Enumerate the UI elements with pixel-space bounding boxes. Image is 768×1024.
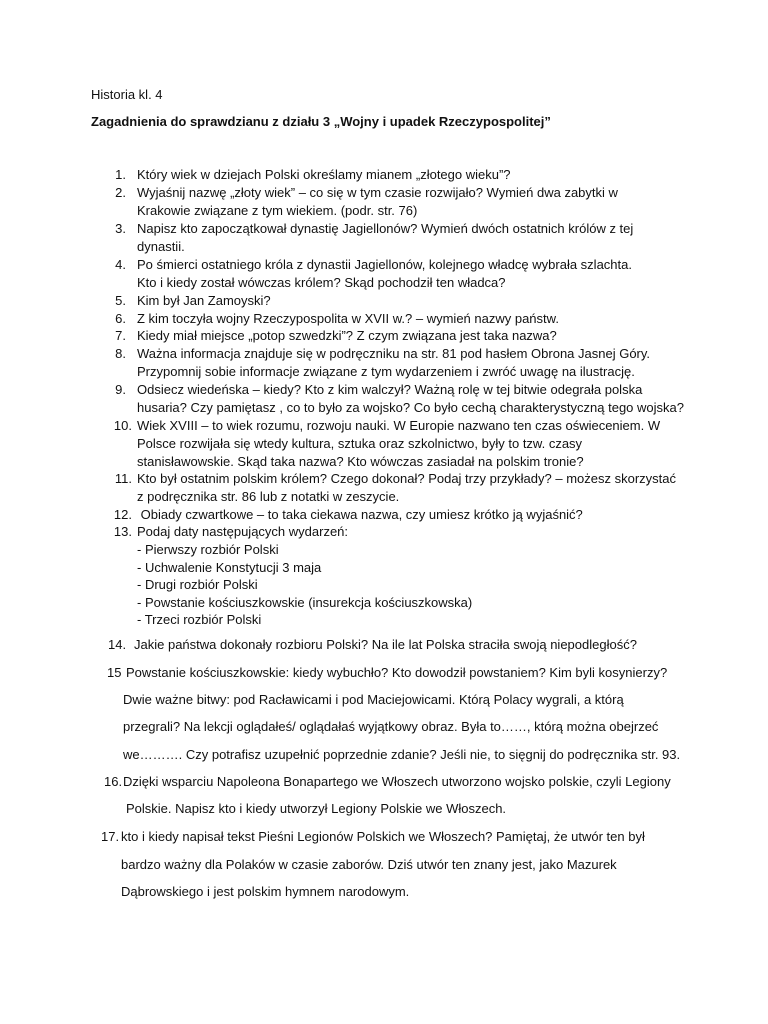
item-line: z podręcznika str. 86 lub z notatki w zeszycie. [137,489,400,504]
item-line: Polskie. Napisz kto i kiedy utworzył Legiony Polskie we Włoszech. [126,801,507,816]
item-line: Ważna informacja znajduje się w podręczniku na str. 81 pod hasłem Obrona Jasnej Góry. [137,346,651,361]
item-line: Odsiecz wiedeńska – kiedy? Kto z kim walczył? Ważną rolę w tej bitwie odegrała polska [137,382,643,397]
item-number: 4. [115,257,126,272]
item-number: 16. [104,774,123,789]
sub-item: - Powstanie kościuszkowskie (insurekcja kościuszkowska) [137,595,473,610]
item-number: 8. [115,346,126,361]
item-number: 1. [115,167,126,182]
item-line: Kto i kiedy został wówczas królem? Skąd pochodził ten władca? [137,275,506,290]
item-line: dynastii. [137,239,185,254]
item-line: Z kim toczyła wojny Rzeczypospolita w XVII w.? – wymień nazwy państw. [137,311,559,326]
item-line: Obiady czwartkowe – to taka ciekawa nazwa, czy umiesz krótko ją wyjaśnić? [137,507,583,522]
item-line: Dzięki wsparciu Napoleona Bonapartego we Włoszech utworzono wojsko polskie, czyli Legiony [123,774,671,789]
sub-item: - Trzeci rozbiór Polski [137,612,262,627]
item-line: husaria? Czy pamiętasz , co to było za wojsko? Co było cechą charakterystyczną tego wojska? [137,400,684,415]
item-number: 5. [115,293,126,308]
item-line: Wiek XVIII – to wiek rozumu, rozwoju nauki. W Europie nazwano ten czas oświeceniem. W [137,418,661,433]
item-line: we………. Czy potrafisz uzupełnić poprzednie zdanie? Jeśli nie, to sięgnij do podręcznika str. 93. [123,747,681,762]
item-line: Jakie państwa dokonały rozbioru Polski? Na ile lat Polska straciła swoją niepodległość? [134,637,637,652]
item-number: 3. [115,221,126,236]
item-line: Krakowie związane z tym wiekiem. (podr. str. 76) [137,203,418,218]
item-line: Kto był ostatnim polskim królem? Czego dokonał? Podaj trzy przykłady? – możesz skorzystać [137,471,676,486]
item-line: Kiedy miał miejsce „potop szwedzki”? Z czym związana jest taka nazwa? [137,328,557,343]
item-number: 10. [113,418,132,433]
item-line: stanisławowskie. Skąd taka nazwa? Kto wówczas zasiadał na polskim tronie? [137,454,584,469]
item-line: Przypomnij sobie informacje związane z tym wydarzeniem i zwróć uwagę na ilustrację. [137,364,635,379]
document-header: Historia kl. 4 [91,87,163,102]
item-line: kto i kiedy napisał tekst Pieśni Legionów Polskich we Włoszech? Pamiętaj, że utwór ten był [121,829,645,844]
item-line: Po śmierci ostatniego króla z dynastii Jagiellonów, kolejnego władcę wybrała szlachta. [137,257,632,272]
item-line: Polsce rozwijała się wtedy kultura, sztuka oraz szkolnictwo, były to tzw. czasy [137,436,583,451]
item-line: Dąbrowskiego i jest polskim hymnem narodowym. [121,884,410,899]
item-line: Podaj daty następujących wydarzeń: [137,524,349,539]
item-number: 6. [115,311,126,326]
sub-item: - Pierwszy rozbiór Polski [137,542,279,557]
item-line: Powstanie kościuszkowskie: kiedy wybuchło? Kto dowodził powstaniem? Kim byli kosynierzy? [126,665,668,680]
item-number: 2. [115,185,126,200]
item-number: 11. [114,471,132,486]
item-number: 15 [107,665,122,680]
item-line: Który wiek w dziejach Polski określamy mianem „złotego wieku”? [137,167,511,182]
item-line: przegrali? Na lekcji oglądałeś/ oglądałaś wyjątkowy obraz. Była to……, którą można obejrzeć [123,719,659,734]
document-subject: Zagadnienia do sprawdzianu z działu 3 „Wojny i upadek Rzeczypospolitej” [91,114,551,129]
item-line: Dwie ważne bitwy: pod Racławicami i pod Maciejowicami. Którą Polacy wygrali, a którą [123,692,624,707]
item-number: 12. [113,507,132,522]
item-number: 14. [108,637,127,652]
sub-item: - Drugi rozbiór Polski [137,577,258,592]
item-line: Wyjaśnij nazwę „złoty wiek” – co się w tym czasie rozwijało? Wymień dwa zabytki w [137,185,618,200]
item-line: Kim był Jan Zamoyski? [137,293,271,308]
item-line: bardzo ważny dla Polaków w czasie zaborów. Dziś utwór ten znany jest, jako Mazurek [121,857,617,872]
item-number: 13. [113,524,132,539]
item-line: Napisz kto zapoczątkował dynastię Jagiellonów? Wymień dwóch ostatnich królów z tej [137,221,634,236]
item-number: 17. [101,829,120,844]
item-number: 9. [115,382,126,397]
sub-item: - Uchwalenie Konstytucji 3 maja [137,560,322,575]
item-number: 7. [115,328,126,343]
